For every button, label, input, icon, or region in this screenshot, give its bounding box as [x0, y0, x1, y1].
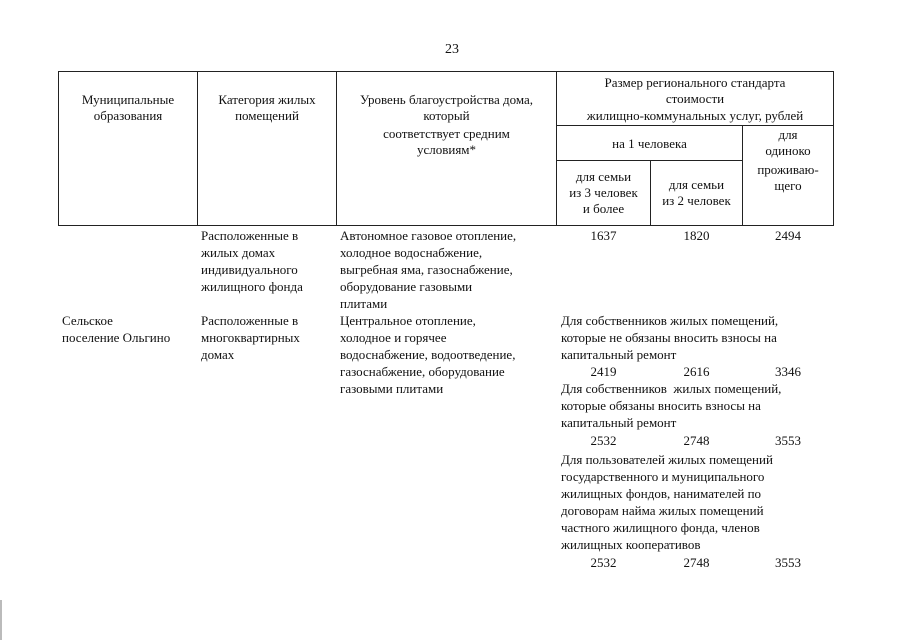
note-text: государственного и муниципального	[561, 469, 765, 484]
note-text: частного жилищного фонда, членов	[561, 520, 760, 535]
note-text: Для собственников жилых помещений,	[561, 313, 779, 328]
category-text: Расположенные в	[201, 228, 299, 243]
municipality-text: поселение Ольгино	[62, 330, 171, 345]
header-text: Размер регионального стандарта	[604, 75, 786, 90]
municipality-text: Сельское	[62, 313, 113, 328]
note-text: которые не обязаны вносить взносы на	[561, 330, 777, 345]
level-text: Центральное отопление,	[340, 313, 476, 328]
header-text: жилищно-коммунальных услуг, рублей	[586, 108, 804, 123]
value-family2: 1820	[683, 228, 710, 243]
header-text: Категория жилых	[218, 92, 316, 107]
table-right-border	[833, 71, 834, 226]
header-text: условиям*	[416, 142, 477, 157]
note-text: капитальный ремонт	[561, 415, 677, 430]
header-text: образования	[93, 108, 163, 123]
header-per-person: на 1 человека	[612, 136, 687, 151]
value-single: 2494	[775, 228, 801, 243]
value-single: 3553	[775, 433, 801, 448]
value-family3: 2532	[590, 555, 617, 570]
header-text: который	[423, 108, 470, 123]
category-text: Расположенные в	[201, 313, 299, 328]
page-number: 23	[445, 42, 459, 57]
category-text: индивидуального	[201, 262, 298, 277]
header-bottom-border	[58, 225, 833, 226]
value-family3: 2419	[590, 364, 617, 379]
category-text: жилых домах	[201, 245, 276, 260]
note-text: Для пользователей жилых помещений	[561, 452, 773, 467]
scan-edge-mark	[0, 600, 2, 640]
value-family2: 2748	[683, 555, 710, 570]
header-text: одиноко	[765, 143, 811, 158]
header-text: щего	[774, 178, 802, 193]
header-text: для семьи	[575, 169, 632, 184]
value-family3: 1637	[590, 228, 617, 243]
value-family2: 2616	[683, 364, 710, 379]
header-text: из 2 человек	[662, 193, 731, 208]
note-text: жилищных кооперативов	[561, 537, 701, 552]
header-text: для	[778, 127, 798, 142]
header-divider-per-person	[556, 160, 742, 161]
header-text: проживаю-	[757, 162, 819, 177]
level-text: оборудование газовыми	[340, 279, 473, 294]
level-text: холодное водоснабжение,	[340, 245, 483, 260]
header-text: помещений	[235, 108, 299, 123]
value-single: 3553	[775, 555, 801, 570]
table-top-border	[58, 71, 833, 72]
header-text: из 3 человек	[569, 185, 638, 200]
header-text: стоимости	[665, 91, 725, 106]
note-text: Для собственников жилых помещений,	[561, 381, 782, 396]
level-text: выгребная яма, газоснабжение,	[340, 262, 513, 277]
note-text: капитальный ремонт	[561, 347, 677, 362]
level-text: газоснабжение, оборудование	[340, 364, 505, 379]
note-text: жилищных фондов, нанимателей по	[561, 486, 762, 501]
header-text: Муниципальные	[81, 92, 175, 107]
category-text: многоквартирных	[201, 330, 300, 345]
header-text: и более	[582, 201, 625, 216]
value-single: 3346	[775, 364, 801, 379]
header-text: Уровень благоустройства дома,	[359, 92, 534, 107]
category-text: домах	[201, 347, 235, 362]
level-text: плитами	[340, 296, 388, 311]
note-text: договорам найма жилых помещений	[561, 503, 764, 518]
category-text: жилищного фонда	[201, 279, 303, 294]
level-text: водоснабжение, водоотведение,	[340, 347, 516, 362]
level-text: газовыми плитами	[340, 381, 444, 396]
value-family2: 2748	[683, 433, 710, 448]
header-text: соответствует средним	[383, 126, 510, 141]
header-text: для семьи	[668, 177, 725, 192]
level-text: холодное и горячее	[340, 330, 447, 345]
level-text: Автономное газовое отопление,	[340, 228, 517, 243]
header-divider-standard	[556, 125, 833, 126]
note-text: которые обязаны вносить взносы на	[561, 398, 761, 413]
value-family3: 2532	[590, 433, 617, 448]
